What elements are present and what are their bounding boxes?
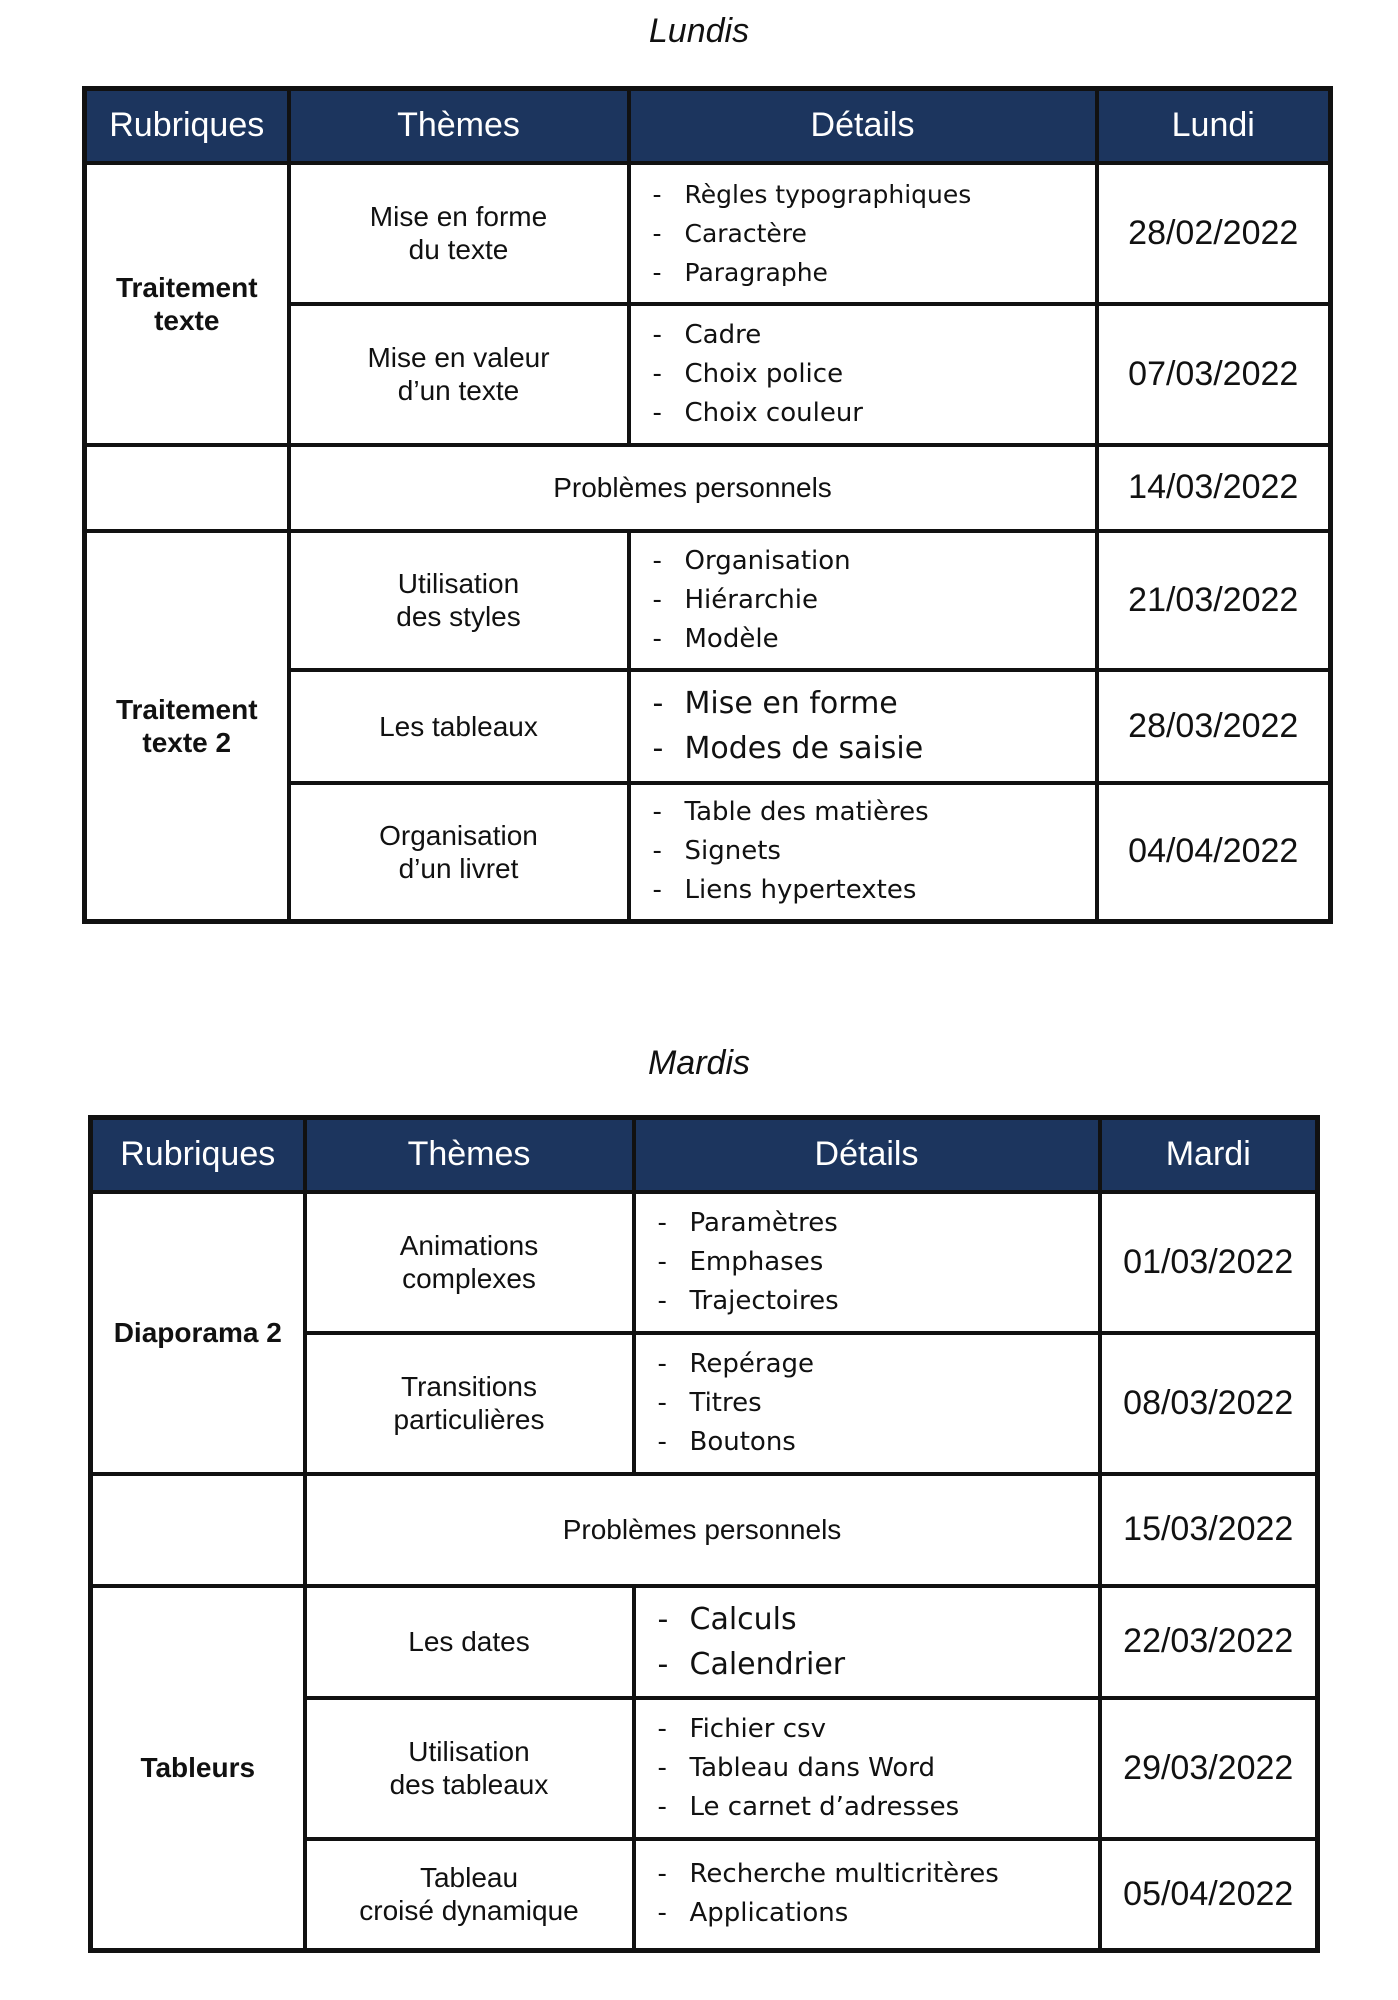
theme-cell xyxy=(289,783,629,922)
detail-item: - Paragraphe xyxy=(649,253,1095,292)
table-row xyxy=(85,445,1331,531)
header-details: Détails xyxy=(634,1118,1100,1192)
detail-item: - Caractère xyxy=(649,214,1095,253)
detail-item: - Le carnet d’adresses xyxy=(654,1788,1098,1827)
date-cell: 08/03/2022 xyxy=(1100,1333,1318,1474)
date-cell: 07/03/2022 xyxy=(1097,304,1331,445)
rubrique-label: Traitement texte 2 xyxy=(115,693,258,758)
detail-item: - Applications xyxy=(654,1894,1098,1933)
table-row xyxy=(85,531,1331,670)
theme-line: Tableau xyxy=(419,1862,519,1894)
detail-item: - Recherche multicritères xyxy=(654,1855,1098,1894)
detail-item: - Trajectoires xyxy=(654,1282,1098,1321)
date-cell: 29/03/2022 xyxy=(1100,1698,1318,1839)
date-cell: 05/04/2022 xyxy=(1100,1839,1318,1951)
header-details: Détails xyxy=(629,89,1097,163)
date-cell: 04/04/2022 xyxy=(1097,783,1331,922)
date-cell: 28/03/2022 xyxy=(1097,670,1331,783)
theme-line: d’un texte xyxy=(397,375,520,406)
detail-item: - Choix police xyxy=(649,355,1095,394)
header-themes: Thèmes xyxy=(305,1118,634,1192)
theme-line: des tableaux xyxy=(389,1769,549,1800)
date-cell: 21/03/2022 xyxy=(1097,531,1331,670)
detail-item: - Cadre xyxy=(649,316,1095,355)
table-row xyxy=(85,163,1331,304)
detail-item: - Calendrier xyxy=(654,1642,1098,1687)
detail-item: - Table des matières xyxy=(649,793,1095,832)
theme-line: Utilisation xyxy=(397,568,520,599)
header-rubriques: Rubriques xyxy=(85,89,289,163)
detail-item: - Fichier csv xyxy=(654,1710,1098,1749)
theme-cell xyxy=(289,163,629,304)
rubrique-cell: Tableurs xyxy=(91,1586,305,1951)
details-cell xyxy=(629,783,1097,922)
theme-cell xyxy=(305,1839,634,1951)
lundis-table xyxy=(82,86,1333,924)
theme-line: Mise en valeur xyxy=(367,342,550,373)
theme-line: des styles xyxy=(396,601,521,632)
detail-item: - Hiérarchie xyxy=(649,581,1095,620)
lundis-title: Lundis xyxy=(648,12,750,50)
mardis-title: Mardis xyxy=(647,1044,751,1082)
detail-item: - Signets xyxy=(649,832,1095,871)
theme-cell xyxy=(289,304,629,445)
details-cell xyxy=(634,1333,1100,1474)
date-cell: 15/03/2022 xyxy=(1100,1474,1318,1586)
theme-line: complexes xyxy=(402,1263,536,1294)
details-cell xyxy=(634,1192,1100,1333)
theme-cell: Les dates xyxy=(305,1586,634,1698)
date-cell: 14/03/2022 xyxy=(1097,445,1331,531)
theme-cell-spanning: Problèmes personnels xyxy=(289,445,1097,531)
table-row xyxy=(91,1586,1318,1698)
detail-item: - Emphases xyxy=(654,1243,1098,1282)
date-cell: 01/03/2022 xyxy=(1100,1192,1318,1333)
empty-rubrique-cell xyxy=(91,1474,305,1586)
theme-line: Utilisation xyxy=(408,1736,530,1767)
theme-line: du texte xyxy=(408,234,509,265)
detail-item: - Tableau dans Word xyxy=(654,1749,1098,1788)
detail-item: - Boutons xyxy=(654,1423,1098,1462)
table-row xyxy=(91,1192,1318,1333)
detail-item: - Paramètres xyxy=(654,1204,1098,1243)
details-cell xyxy=(629,670,1097,783)
theme-line: Transitions xyxy=(401,1371,537,1402)
rubrique-cell: Diaporama 2 xyxy=(91,1192,305,1474)
detail-item: - Modes de saisie xyxy=(649,726,1095,771)
theme-line: croisé dynamique xyxy=(359,1895,579,1927)
theme-cell xyxy=(305,1698,634,1839)
details-cell xyxy=(634,1839,1100,1951)
table-row xyxy=(91,1474,1318,1586)
theme-cell xyxy=(305,1192,634,1333)
header-rubriques: Rubriques xyxy=(91,1118,305,1192)
theme-line: Mise en forme xyxy=(369,201,548,232)
theme-cell: Les tableaux xyxy=(289,670,629,783)
header-day: Lundi xyxy=(1097,89,1331,163)
detail-item: - Modèle xyxy=(649,620,1095,659)
details-cell xyxy=(629,163,1097,304)
header-row xyxy=(85,89,1331,163)
theme-cell-spanning: Problèmes personnels xyxy=(305,1474,1100,1586)
theme-cell xyxy=(289,531,629,670)
details-cell xyxy=(629,304,1097,445)
theme-line: Organisation xyxy=(379,819,538,851)
rubrique-cell xyxy=(85,163,289,445)
detail-item: - Règles typographiques xyxy=(649,175,1095,214)
detail-item: - Liens hypertextes xyxy=(649,871,1095,910)
rubrique-label: Traitement texte xyxy=(115,271,258,336)
detail-item: - Organisation xyxy=(649,542,1095,581)
mardis-table xyxy=(88,1115,1320,1953)
date-cell: 28/02/2022 xyxy=(1097,163,1331,304)
date-cell: 22/03/2022 xyxy=(1100,1586,1318,1698)
header-day: Mardi xyxy=(1100,1118,1318,1192)
theme-line: particulières xyxy=(393,1404,545,1435)
empty-rubrique-cell xyxy=(85,445,289,531)
details-cell xyxy=(634,1698,1100,1839)
detail-item: - Choix couleur xyxy=(649,394,1095,433)
theme-line: Animations xyxy=(399,1230,539,1261)
theme-cell xyxy=(305,1333,634,1474)
rubrique-cell xyxy=(85,531,289,922)
detail-item: - Mise en forme xyxy=(649,681,1095,726)
header-themes: Thèmes xyxy=(289,89,629,163)
details-cell xyxy=(629,531,1097,670)
details-cell xyxy=(634,1586,1100,1698)
theme-line: d’un livret xyxy=(398,852,519,884)
header-row xyxy=(91,1118,1318,1192)
detail-item: - Repérage xyxy=(654,1345,1098,1384)
detail-item: - Calculs xyxy=(654,1597,1098,1642)
detail-item: - Titres xyxy=(654,1384,1098,1423)
